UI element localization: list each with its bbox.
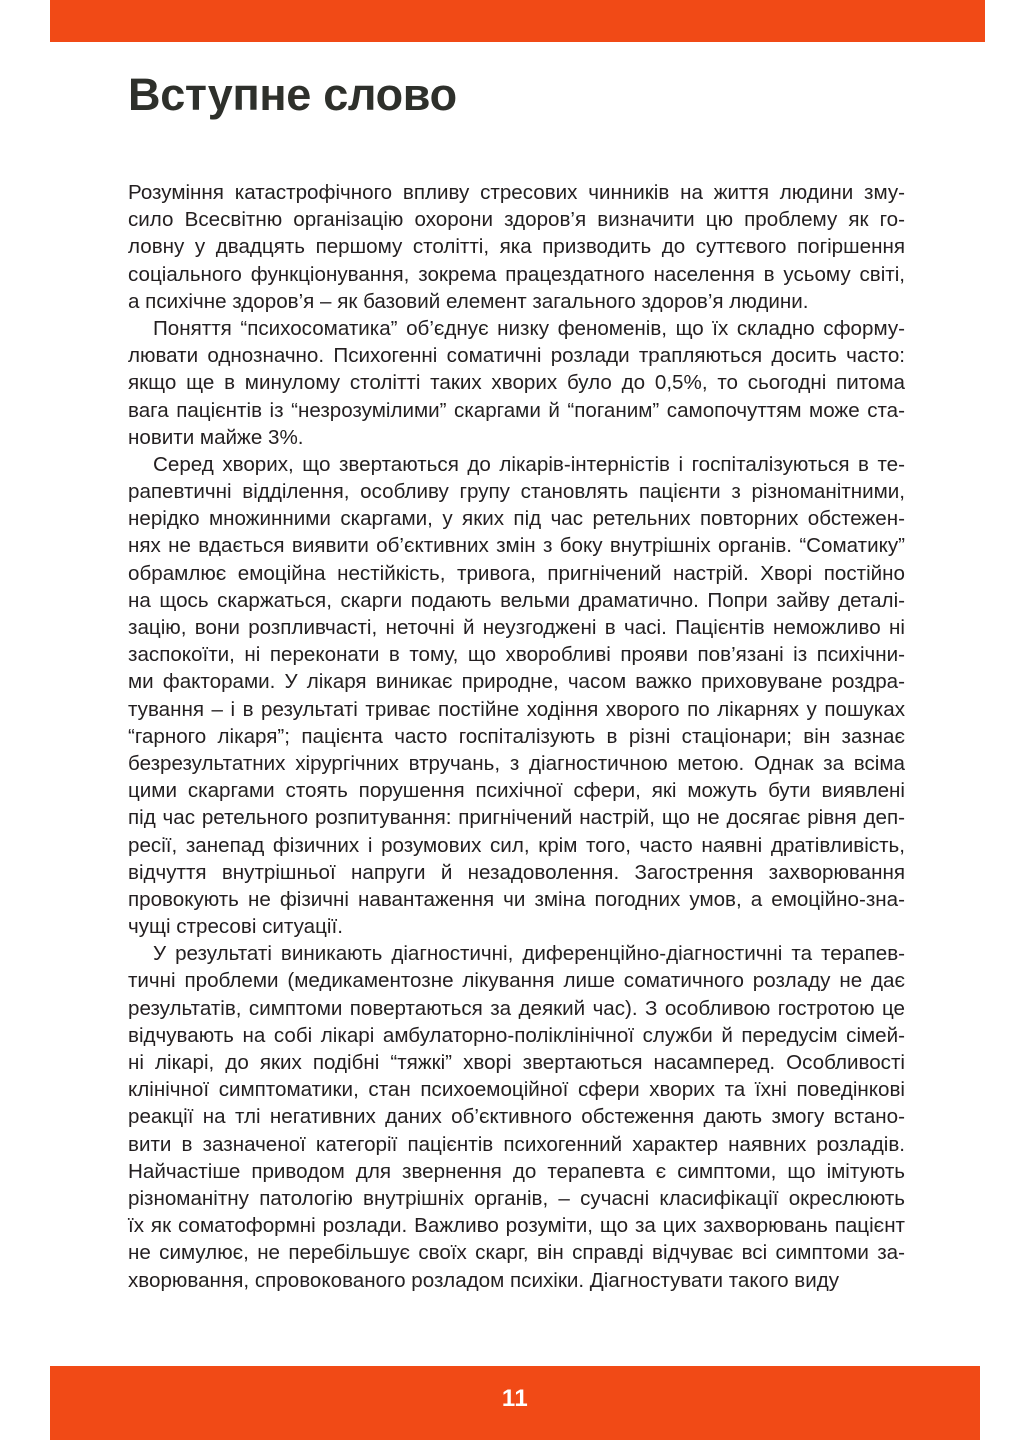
text-line: зацію, вони розпливчасті, неточні й неузгоджені в часі. Пацієнтів неможливо ні	[128, 616, 905, 639]
text-line: ні лікарі, до яких подібні “тяжкі” хворі звертаються насамперед. Особливості	[128, 1051, 905, 1074]
text-line: різноманітну патологію внутрішніх органів, – сучасні класифікації окреслюють	[128, 1186, 905, 1210]
text-line: ресії, занепад фізичних і розумових сил, крім того, часто наявні дратівливість,	[128, 833, 905, 857]
text-line: заспокоїти, ні переконати в тому, що хворобливі прояви пов’язані із психічни-	[128, 643, 905, 667]
text-line: клінічної симптоматики, стан психоемоційної сфери хворих та їхні поведінкові	[128, 1078, 905, 1102]
text-line: обрамлює емоційна нестійкість, тривога, пригнічений настрій. Хворі постійно	[128, 561, 905, 585]
text-line: відчувають на собі лікарі амбулаторно-поліклінічної служби й передусім сімей-	[128, 1023, 905, 1047]
text-line: вага пацієнтів із “незрозумілими” скаргами й “поганим” самопочуттям може ста-	[128, 398, 905, 422]
text-line: “гарного лікаря”; пацієнта часто госпіталізують в різні стаціонари; він зазнає	[128, 724, 905, 748]
page-content	[128, 0, 905, 1294]
text-line: лювати однозначно. Психогенні соматичні розлади трапляються досить часто:	[128, 344, 905, 368]
text-line: результатів, симптоми повертаються за деякий час). З особливою гостротою це	[128, 996, 905, 1020]
text-line: Найчастіше приводом для звернення до терапевта є симптоми, що імітують	[128, 1159, 905, 1183]
text-line: рапевтичні відділення, особливу групу становлять пацієнти з різноманітними,	[128, 480, 905, 504]
paragraph	[128, 451, 905, 940]
text-line: тування – і в результаті триває постійне ходіння хворого по лікарнях у пошуках	[128, 697, 905, 721]
text-line: на щось скаржаться, скарги подають вельми драматично. Попри зайву деталі-	[128, 588, 905, 612]
text-line: Серед хворих, що звертаються до лікарів-інтерністів і госпіталізуються в те-	[153, 452, 905, 476]
text-line: сило Всесвітню організацію охорони здоров’я визначити цю проблему як го-	[128, 208, 905, 232]
text-line: безрезультатних хірургічних втручань, з діагностичною метою. Однак за всіма	[128, 751, 905, 775]
body-text	[128, 179, 905, 1294]
text-line: тичні проблеми (медикаментозне лікування лише соматичного розладу не дає	[128, 969, 905, 993]
text-line: соціального функціонування, зокрема працездатного населення в усьому світі,	[128, 262, 905, 286]
text-line: цими скаргами стоять порушення психічної сфери, які можуть бути виявлені	[128, 779, 905, 803]
text-line: Розуміння катастрофічного впливу стресових чинників на життя людини зму-	[128, 181, 905, 204]
page-number: 11	[501, 1385, 529, 1412]
text-line: чущі стресові ситуації.	[128, 915, 343, 939]
paragraph	[128, 940, 905, 1293]
paragraph	[128, 179, 905, 315]
text-line: ми факторами. У лікаря виникає природне, часом важко приховуване роздра-	[128, 670, 905, 694]
text-line: під час ретельного розпитування: пригнічений настрій, що не досягає рівня деп-	[128, 806, 905, 830]
text-line: не симулює, не перебільшує своїх скарг, він справді відчуває всі симптоми за-	[128, 1241, 905, 1265]
text-line: нях не вдається виявити об’єктивних змін з боку внутрішніх органів. “Соматику”	[128, 534, 905, 558]
page-title: Вступне слово	[128, 69, 457, 120]
text-line: У результаті виникають діагностичні, диференційно-діагностичні та терапев-	[153, 942, 905, 966]
text-line: ловну у двадцять першому столітті, яка призводить до суттєвого погіршення	[128, 235, 905, 259]
text-line: новити майже 3%.	[128, 425, 304, 449]
text-line: їх як соматоформні розлади. Важливо розуміти, що за цих захворювань пацієнт	[128, 1214, 905, 1238]
paragraph	[128, 315, 905, 451]
text-line: відчуття внутрішньої напруги й незадоволення. Загострення захворювання	[128, 860, 905, 884]
text-line: а психічне здоров’я – як базовий елемент загального здоров’я людини.	[128, 289, 809, 313]
text-line: якщо ще в минулому столітті таких хворих було до 0,5%, то сьогодні питома	[128, 371, 905, 395]
text-line: провокують не фізичні навантаження чи зміна погодних умов, а емоційно-зна-	[128, 887, 905, 911]
text-line: вити в зазначеної категорії пацієнтів психогенний характер наявних розладів.	[128, 1132, 905, 1156]
text-line: хворювання, спровокованого розладом психіки. Діагностувати такого виду	[128, 1268, 840, 1292]
text-line: нерідко множинними скаргами, у яких під час ретельних повторних обстежен-	[128, 507, 905, 531]
text-line: реакції на тлі негативних даних об’єктивного обстеження дають змогу встано-	[128, 1105, 905, 1129]
text-line: Поняття “психосоматика” об’єднує низку феноменів, що їх складно сформу-	[153, 316, 905, 340]
